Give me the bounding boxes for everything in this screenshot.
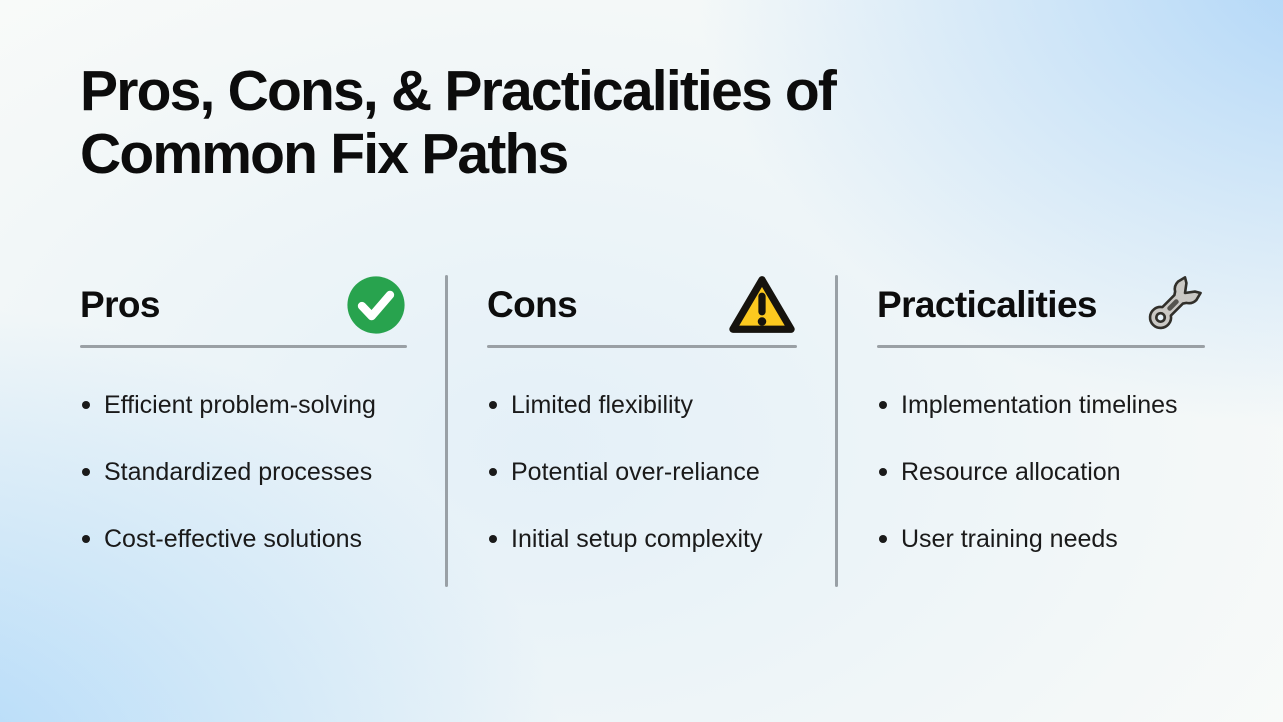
bullet-dot [489, 535, 497, 543]
bullet-text: Efficient problem-solving [104, 391, 376, 419]
bullet-dot [879, 535, 887, 543]
bullet-dot [82, 401, 90, 409]
cons-column-header [487, 271, 797, 339]
pros-heading-underline [80, 345, 407, 348]
column-divider [445, 275, 448, 587]
bullet-dot [489, 401, 497, 409]
bullet-text: Limited flexibility [511, 391, 694, 419]
bullet-text: Standardized processes [104, 458, 373, 486]
list-item [80, 391, 407, 419]
bullet-text: Potential over-reliance [511, 458, 760, 486]
list-item [877, 391, 1205, 419]
bullet-text: Resource allocation [901, 458, 1121, 486]
page-title [80, 60, 835, 186]
column-divider [835, 275, 838, 587]
pros-bullet-list [80, 391, 407, 553]
bullet-dot [82, 535, 90, 543]
bullet-dot [879, 468, 887, 476]
bullet-dot [879, 401, 887, 409]
cons-column [487, 271, 797, 592]
pros-heading: Pros [80, 284, 160, 325]
practicalities-heading: Practicalities [877, 284, 1097, 325]
check-circle-icon [345, 274, 407, 336]
wrench-icon [1141, 272, 1205, 338]
cons-bullet-list [487, 391, 797, 553]
practicalities-column [877, 271, 1205, 592]
bullet-text: User training needs [901, 525, 1118, 553]
practicalities-bullet-list [877, 391, 1205, 553]
cons-heading-underline [487, 345, 797, 348]
practicalities-column-header [877, 271, 1205, 339]
list-item [487, 391, 797, 419]
pros-column-header [80, 271, 407, 339]
page-title-line-1: Pros, Cons, & Practicalities of [80, 59, 836, 123]
list-item [487, 525, 797, 553]
warning-triangle-icon [727, 274, 797, 336]
pros-column [80, 271, 407, 592]
bullet-text: Initial setup complexity [511, 525, 763, 553]
list-item [80, 525, 407, 553]
bullet-text: Cost-effective solutions [104, 525, 362, 553]
bullet-dot [489, 468, 497, 476]
list-item [877, 458, 1205, 486]
practicalities-heading-underline [877, 345, 1205, 348]
bullet-text: Implementation timelines [901, 391, 1178, 419]
list-item [487, 458, 797, 486]
list-item [80, 458, 407, 486]
cons-heading: Cons [487, 284, 578, 325]
list-item [877, 525, 1205, 553]
page-title-line-2: Common Fix Paths [80, 122, 568, 186]
bullet-dot [82, 468, 90, 476]
